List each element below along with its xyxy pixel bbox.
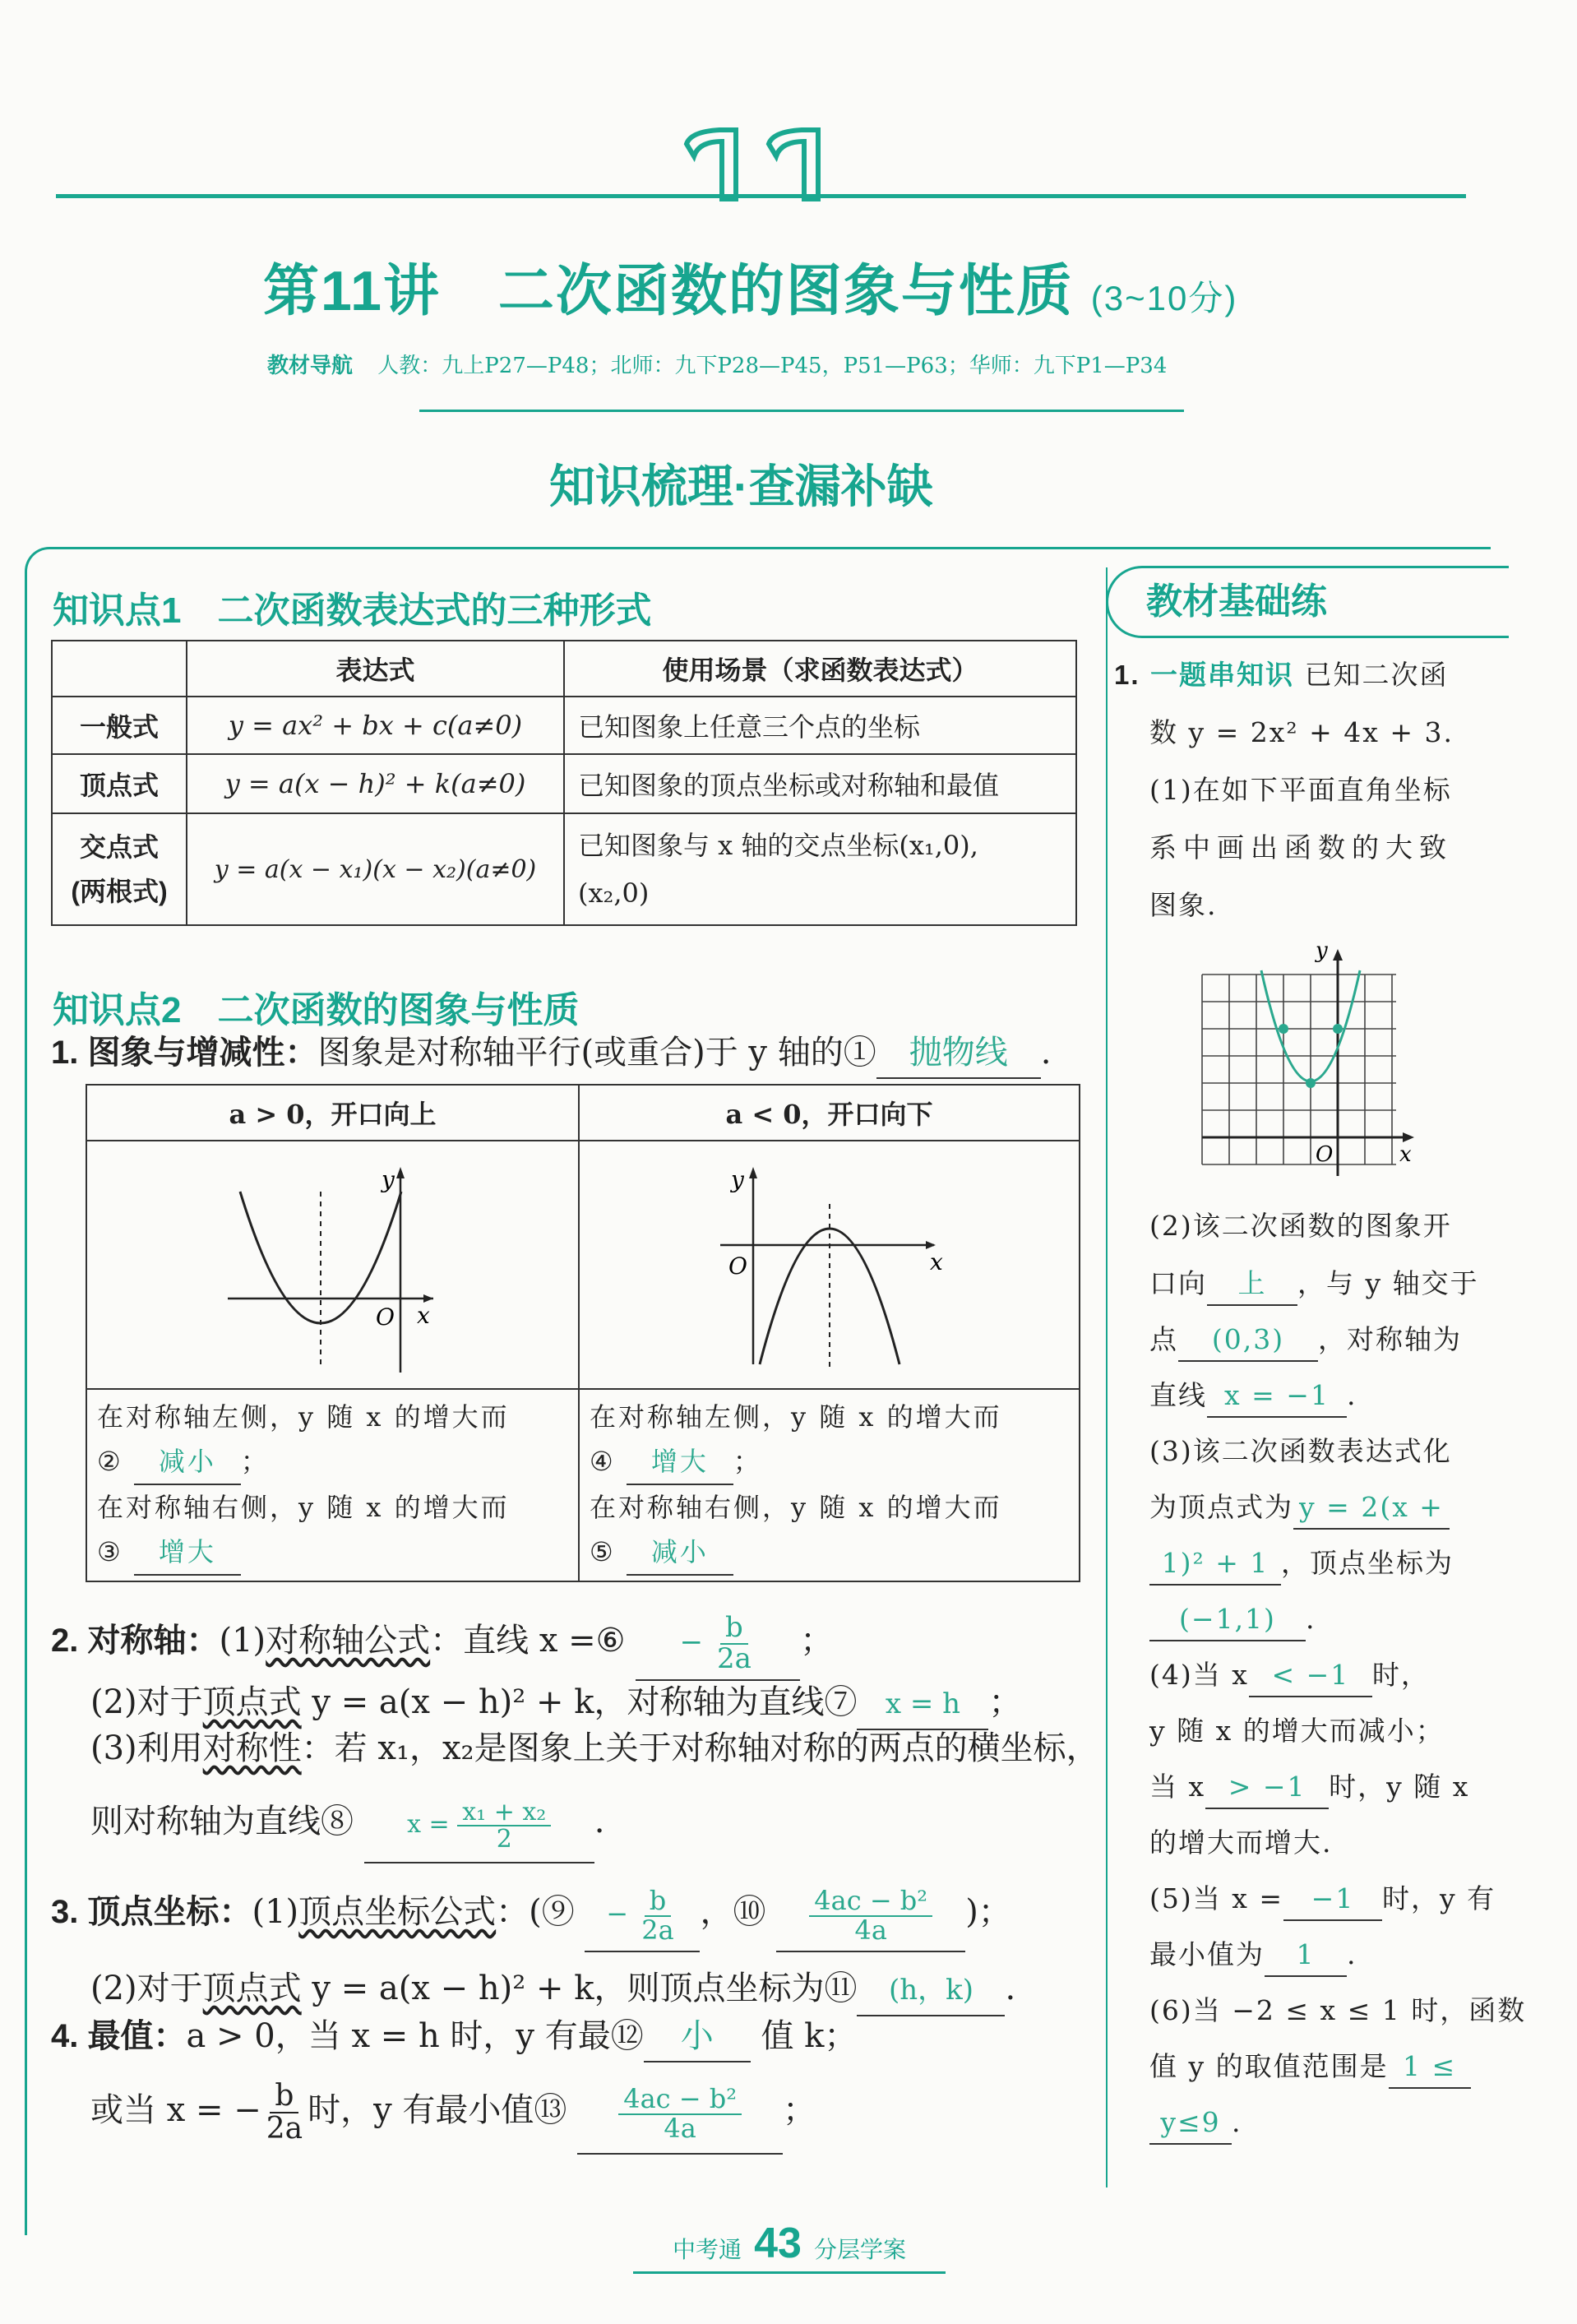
p4-3b: 时，y 随 x [1329,1771,1470,1803]
graph-cell-left [86,1141,579,1389]
p1-line1: (1)在如下平面直角坐标 [1149,774,1452,806]
item2-3-text: ：若 x₁，x₂是图象上关于对称轴对称的两点的横坐标， [301,1729,1099,1767]
item2-3-text2: 则对称轴为直线 [90,1803,321,1840]
answer-9 [585,1877,700,1952]
num-9: ⑨ [541,1893,575,1931]
num-13: ⑬ [534,2091,567,2129]
p2-line4: 直线 x = −1 . [1149,1375,1357,1418]
sidebar-grid-graph [1184,937,1422,1184]
p5-answer-2: 1 [1265,1934,1347,1977]
item2-label: 2. 对称轴： [51,1623,220,1659]
sidebar-title: 教材基础练 [1146,581,1327,622]
upward-parabola-graph [88,1142,577,1381]
p3-line1: (3)该二次函数表达式化 [1149,1435,1452,1467]
point-neg2-3 [1279,1024,1288,1034]
y-label: y [731,1166,744,1193]
head-a-positive: a > 0，开口向上 [86,1085,579,1141]
lecture-title-text: 第11讲 二次函数的图象与性质 [263,260,1074,322]
item2-1-pre: (1) [219,1622,266,1660]
p6-answer-1b: y≤9 [1149,2102,1232,2145]
q-text2: 数 y = 2x² + 4x + 3. [1149,716,1454,748]
kp2-item2-3 [90,1724,1099,1773]
answer-9-den: 2a [641,1914,674,1946]
answer-13-den: 4a [664,2112,696,2144]
kp2-item3-1: 3. 顶点坐标：(1)顶点坐标公式：(⑨ − $\frac{b}{2a}$ ，⑩ $\frac{\text{4ac − b²}}{4a}$ )； [51,1875,1011,1952]
item2-1-text: ：直线 x = [430,1622,596,1660]
row-name-line1: 交点式 [79,832,159,862]
answer-8-num: x₁ + x₂ [457,1799,551,1827]
answer-6-num: b [720,1613,748,1645]
sidebar-title-tab [1106,566,1509,638]
p2-2b: ，与 y 轴交于 [1297,1267,1479,1299]
item1-text: 图象是对称轴平行(或重合)于 y 轴的 [317,1034,844,1072]
answer-3: 增大 [134,1530,241,1576]
kp2-item4-2: 或当 x = − $\frac{b}{2a}$ 时，y 有最小值⑬ $\frac{\text{4ac − b²}}{4a}$ ； [90,2069,816,2155]
grid-o-label: O [1316,1142,1334,1167]
item2-2-text: y = a(x − h)² + k，对称轴为直线 [312,1683,825,1721]
section-title: 知识梳理·查漏补缺 [549,461,933,512]
answer-6-sign: − [679,1626,704,1659]
left-desc-1: 在对称轴左侧，y 随 x 的增大而 [97,1401,510,1433]
desc-cell-left: 在对称轴左侧，y 随 x 的增大而 ② 减小 ； 在对称轴右侧，y 随 x 的增大而 ③ 增大 [86,1389,579,1581]
p5-1b: 时，y 有 [1382,1882,1496,1914]
p2-answer-2: (0,3) [1178,1319,1318,1362]
item2-3-term: 对称性 [202,1729,302,1767]
item1-label: 1. 图象与增减性： [51,1035,318,1071]
item3-1-pre: (1) [252,1893,299,1931]
p3-answer-1b: 1)² + 1 [1149,1543,1281,1586]
kp1-table [51,640,1077,926]
kp2-title: 知识点2 二次函数的图象与性质 [53,990,580,1030]
item2-2-term: 顶点式 [202,1683,302,1721]
nav-rule [419,410,1184,412]
nav-label: 教材导航 [267,353,354,377]
row-usage [564,813,1076,925]
right-desc-2: 在对称轴右侧，y 随 x 的增大而 [590,1492,1002,1523]
nav-text: 人教：九上P27—P48；北师：九下P28—P45，P51—P63；华师：九下P1—P34 [377,354,1168,378]
num-2: ② [97,1446,123,1477]
p6-line2 [1149,2046,1471,2089]
grid-x-label: x [1399,1142,1412,1167]
num-6: ⑥ [595,1622,626,1660]
p4-answer-1: < −1 [1249,1655,1372,1697]
p2-line2 [1149,1263,1479,1306]
kp1-col-expr: 表达式 [187,641,564,697]
item4-text2: 值 k； [761,2017,858,2055]
item1-num: ① [843,1034,876,1072]
textbook-nav [267,349,1167,379]
num-11: ⑪ [824,1970,858,2007]
p4-line1 [1149,1655,1430,1697]
answer-13-num: 4ac − b² [618,2086,742,2115]
lecture-number-bg [674,123,839,206]
p2-line3 [1149,1319,1462,1362]
p3-3b: ，顶点坐标为 [1281,1547,1454,1579]
item3-2-pre: (2)对于 [90,1970,203,2007]
row-usage-line2: (x₂,0) [578,877,650,909]
q-num: 1. [1114,660,1140,690]
footer-right: 分层学案 [814,2237,907,2262]
num-3: ③ [97,1536,123,1567]
p2-3a: 点 [1149,1323,1178,1355]
answer-1: 抛物线 [876,1028,1041,1079]
kp2-item2-3b: 则对称轴为直线⑧ x = $\frac{\text{x₁ + x₂}}{2}$ . [90,1785,604,1863]
table-row [52,813,1076,925]
q-tag: 一题串知识 [1150,660,1295,690]
graph-cell-right [579,1141,1080,1389]
head-a-negative: a < 0，开口向下 [579,1085,1080,1141]
downward-parabola-graph [580,1142,1078,1381]
x-label: x [930,1248,943,1275]
p3-2a: 为顶点式为 [1149,1491,1293,1523]
answer-9-sign: − [606,1898,629,1929]
p2-4a: 直线 [1149,1379,1207,1411]
origin-label: O [728,1252,747,1280]
p4-line4: 的增大而增大. [1149,1826,1333,1859]
row-expr: y = a(x − h)² + k(a≠0) [187,754,564,813]
p4-answer-2: > −1 [1205,1766,1329,1809]
grid-y-label: y [1316,938,1328,963]
kp1-col-usage: 使用场景（求函数表达式） [564,641,1076,697]
answer-12: 小 [644,2012,751,2062]
kp1-title: 知识点1 二次函数表达式的三种形式 [53,590,652,631]
num-10: ⑩ [733,1893,766,1931]
p1-line3: 图象. [1149,889,1218,921]
p5-answer-1: −1 [1283,1878,1382,1921]
p4-line2: y 随 x 的增大而减小； [1149,1715,1445,1747]
answer-9-num: b [645,1887,671,1917]
answer-10 [776,1877,965,1952]
row-usage-line1: 已知图象与 x 轴的交点坐标(x₁,0), [578,830,978,861]
answer-8 [364,1788,594,1863]
row-name [52,813,187,925]
p4-1b: 时， [1371,1659,1430,1691]
row-expr: y = a(x − x₁)(x − x₂)(a≠0) [187,813,564,925]
answer-2: 减小 [134,1439,241,1485]
p1-line2: 系中画出函数的大致 [1149,831,1453,863]
q-text1: 已知二次函 [1304,659,1449,691]
num-8: ⑧ [321,1803,354,1840]
point-0-3 [1333,1024,1343,1034]
vertex-point [1306,1078,1316,1088]
lecture-number-graphic [674,123,839,206]
kp2-item1: 1. 图象与增减性：图象是对称轴平行(或重合)于 y 轴的① 抛物线 . [51,1028,1051,1079]
p6-answer-1: 1 ≤ [1389,2046,1471,2089]
table-row [52,697,1076,754]
kp2-item2-2: (2)对于顶点式 y = a(x − h)² + k，对称轴为直线⑦ x = h ； [90,1678,1021,1730]
p2-answer-1: 上 [1207,1263,1297,1306]
answer-8-den: 2 [496,1825,512,1854]
y-label: y [382,1166,395,1193]
item4-line2-pre: 或当 x = − [90,2091,261,2129]
num-5: ⑤ [590,1536,616,1567]
p6-line3: y≤9 . [1149,2102,1242,2145]
p4-3a: 当 x [1149,1771,1206,1803]
item4-line2-mid: 时，y 有最小值 [308,2091,534,2129]
p2-3b: ，对称轴为 [1318,1323,1462,1355]
item4-label: 4. 最值： [51,2018,187,2054]
x-label: x [417,1302,430,1329]
answer-13 [577,2071,783,2155]
item2-1-term: 对称轴公式 [266,1622,431,1660]
answer-6-den: 2a [716,1642,752,1675]
p6-line1: (6)当 −2 ≤ x ≤ 1 时，函数 [1149,1994,1527,2026]
right-desc-1: 在对称轴左侧，y 随 x 的增大而 [590,1401,1002,1433]
sidebar-question-1 [1114,655,1449,696]
p3-line3 [1149,1543,1454,1586]
p3-answer-1: y = 2(x + [1293,1487,1450,1530]
p3-line4: (−1,1) . [1149,1599,1316,1641]
row-usage: 已知图象上任意三个点的坐标 [564,697,1076,754]
p2-answer-3: x = −1 [1207,1375,1347,1418]
p3-answer-2: (−1,1) [1149,1599,1306,1641]
p4-line3 [1149,1766,1469,1809]
footer-left: 中考通 [672,2237,742,2262]
sidebar-frame [1106,567,1108,2187]
item3-1-term: 顶点坐标公式 [298,1893,497,1931]
origin-label: O [376,1303,395,1331]
answer-11: (h，k) [857,1965,1005,2016]
num-12: ⑫ [610,2017,644,2055]
row-expr: y = ax² + bx + c(a≠0) [187,697,564,754]
item3-label: 3. 顶点坐标： [51,1894,252,1930]
answer-6 [636,1605,800,1681]
kp2-item4-1 [51,2012,857,2062]
table-row [52,754,1076,813]
item4-frac-num: b [270,2081,298,2113]
num-4: ④ [590,1446,616,1477]
header-rule [56,194,1466,198]
p2-line1: (2)该二次函数的图象开 [1149,1210,1452,1242]
item2-3-pre: (3)利用 [90,1729,203,1767]
p5-1a: (5)当 x = [1149,1882,1283,1914]
kp2-graph-table [86,1084,1080,1582]
answer-8-lhs: x = [407,1810,450,1839]
desc-cell-right: 在对称轴左侧，y 随 x 的增大而 ④ 增大 ； 在对称轴右侧，y 随 x 的增大而 ⑤ 减小 [579,1389,1080,1581]
p2-2a: 口向 [1149,1267,1207,1299]
kp1-table-corner [52,641,187,697]
p5-line1 [1149,1878,1496,1921]
row-name-line2: (两根式) [71,877,168,906]
item3-2-term: 顶点式 [202,1970,302,2007]
num-7: ⑦ [824,1683,858,1721]
row-name: 顶点式 [52,754,187,813]
answer-10-den: 4a [854,1914,887,1946]
item4-frac-den: 2a [266,2112,303,2146]
row-usage: 已知图象的顶点坐标或对称轴和最值 [564,754,1076,813]
answer-7: x = h [857,1679,988,1730]
item4-text: a > 0，当 x = h 时，y 有最 [186,2017,611,2055]
p3-line2 [1149,1487,1450,1530]
page-number: 43 [754,2220,802,2267]
score-range: (3~10分) [1090,279,1238,317]
p5-2a: 最小值为 [1149,1938,1265,1970]
p4-1a: (4)当 x [1149,1659,1249,1691]
item3-2-text: y = a(x − h)² + k，则顶点坐标为 [312,1970,825,2007]
row-name: 一般式 [52,697,187,754]
p5-line2: 最小值为 1 . [1149,1934,1357,1977]
lecture-title [263,247,1237,326]
answer-10-num: 4ac − b² [809,1887,932,1917]
answer-4: 增大 [627,1439,733,1485]
left-desc-2: 在对称轴右侧，y 随 x 的增大而 [97,1492,510,1523]
p6-2a: 值 y 的取值范围是 [1149,2050,1389,2082]
item2-2-pre: (2)对于 [90,1683,203,1721]
kp2-item2-1: 2. 对称轴：(1)对称轴公式：直线 x =⑥ − $\frac{b}{2a}$ ； [51,1604,833,1681]
page-footer [633,2219,946,2274]
kp2-item3-2: (2)对于顶点式 y = a(x − h)² + k，则顶点坐标为⑪ (h，k) . [90,1964,1015,2016]
answer-5: 减小 [627,1530,733,1576]
